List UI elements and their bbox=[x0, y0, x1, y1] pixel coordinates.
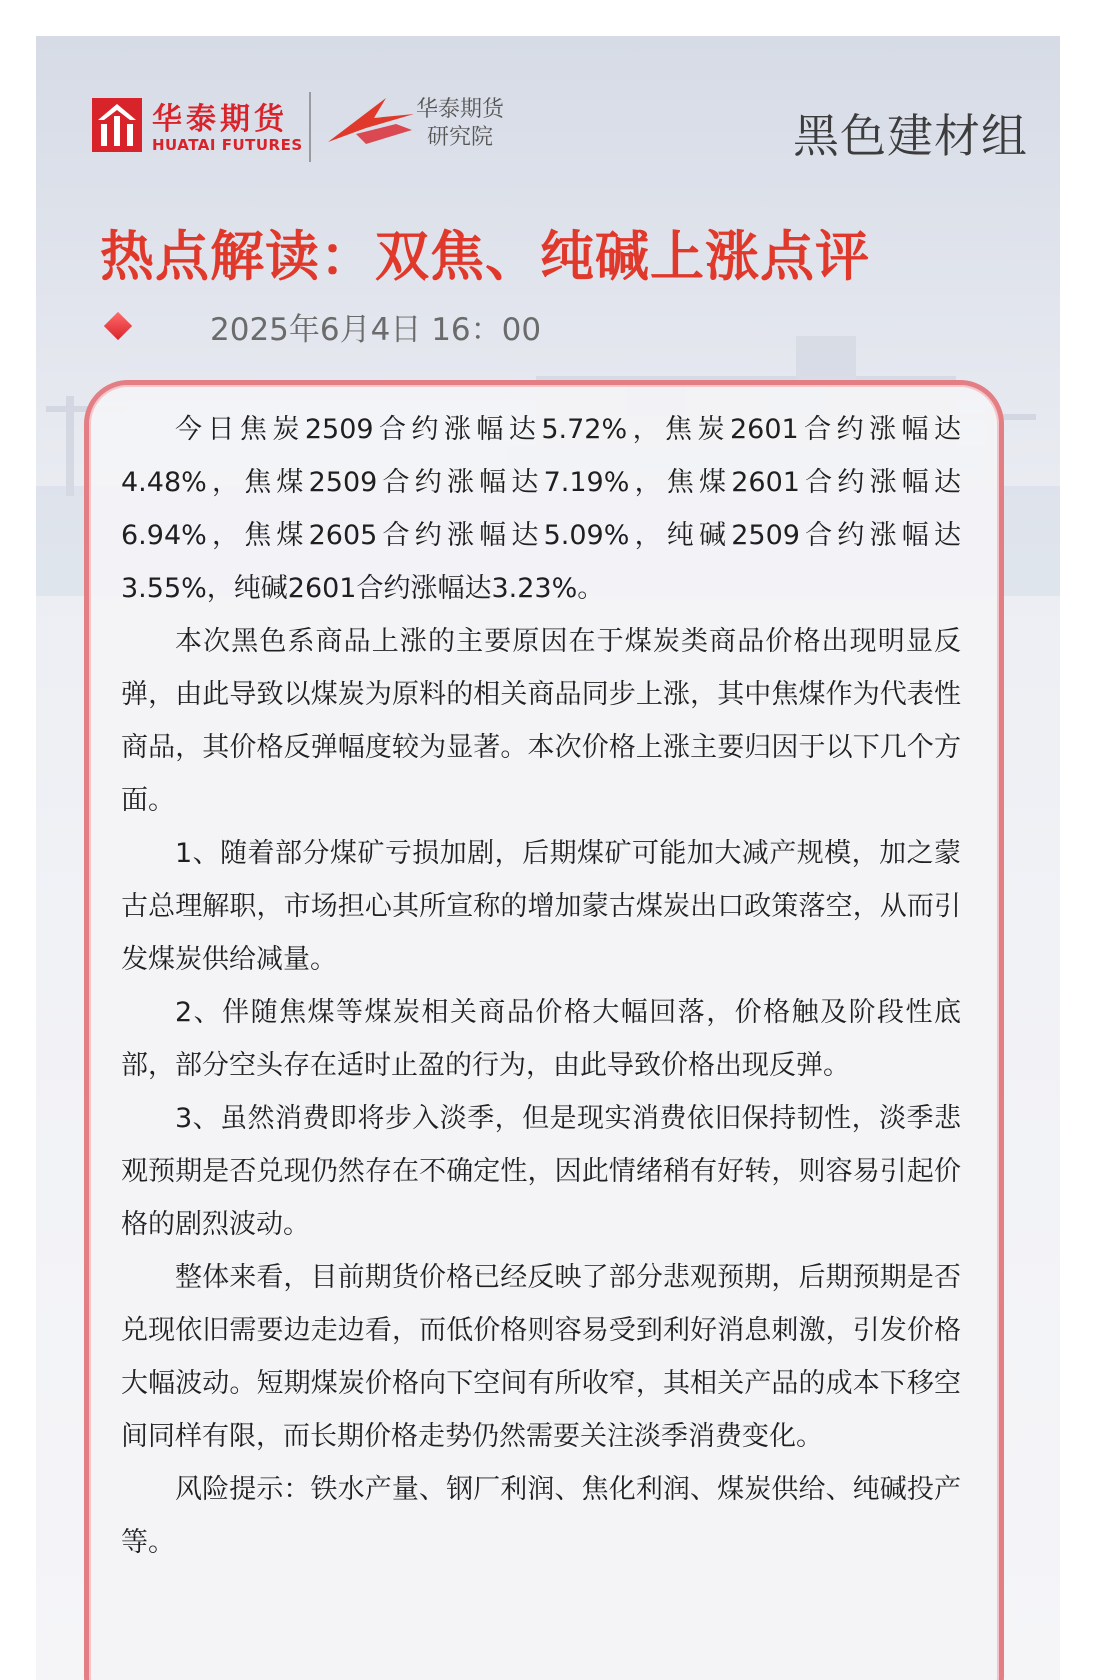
article-body bbox=[121, 403, 961, 1569]
logo-divider bbox=[309, 92, 311, 162]
publish-datetime: 2025年6月4日 16：00 bbox=[210, 312, 542, 348]
group-name: 黑色建材组 bbox=[793, 109, 1028, 163]
risk-notice: 风险提示：铁水产量、钢厂利润、焦化利润、煤炭供给、纯碱投产等。 bbox=[121, 1474, 961, 1558]
paragraph: 本次黑色系商品上涨的主要原因在于煤炭类商品价格出现明显反弹，由此导致以煤炭为原料的相关商品同步上涨，其中焦煤作为代表性商品，其价格反弹幅度较为显著。本次价格上涨主要归因于以下几个方面。 bbox=[121, 626, 961, 816]
report-poster bbox=[36, 36, 1060, 1680]
institute-wing-icon bbox=[326, 94, 416, 150]
brand-name-cn: 华泰期货 bbox=[152, 102, 288, 137]
paragraph: 1、随着部分煤矿亏损加剧，后期煤矿可能加大减产规模，加之蒙古总理解职，市场担心其所宣称的增加蒙古煤炭出口政策落空，从而引发煤炭供给减量。 bbox=[121, 838, 961, 975]
paragraph: 3、虽然消费即将步入淡季，但是现实消费依旧保持韧性，淡季悲观预期是否兑现仍然存在不确定性，因此情绪稍有好转，则容易引起价格的剧烈波动。 bbox=[121, 1103, 961, 1240]
paragraph: 今日焦炭2509合约涨幅达5.72%，焦炭2601合约涨幅达4.48%，焦煤2509合约涨幅达7.19%，焦煤2601合约涨幅达6.94%，焦煤2605合约涨幅达5.09%，纯碱2509合约涨幅达3.55%，纯碱2601合约涨幅达3.23%。 bbox=[121, 414, 961, 604]
header bbox=[36, 36, 1060, 206]
paragraph: 整体来看，目前期货价格已经反映了部分悲观预期，后期预期是否兑现依旧需要边走边看，而低价格则容易受到利好消息刺激，引发价格大幅波动。短期煤炭价格向下空间有所收窄，其相关产品的成本下移空间同样有限，而长期价格走势仍然需要关注淡季消费变化。 bbox=[121, 1262, 961, 1452]
content-card bbox=[84, 380, 1004, 1680]
paragraph: 2、伴随焦煤等煤炭相关商品价格大幅回落，价格触及阶段性底部，部分空头存在适时止盈的行为，由此导致价格出现反弹。 bbox=[121, 997, 961, 1081]
huatai-logo-icon bbox=[92, 98, 142, 152]
institute-name-line1: 华泰期货 bbox=[416, 97, 505, 122]
brand-name-en: HUATAI FUTURES bbox=[152, 136, 303, 154]
institute-name bbox=[416, 96, 504, 152]
institute-name-line2: 研究院 bbox=[427, 125, 494, 150]
article-title: 热点解读：双焦、纯碱上涨点评 bbox=[100, 225, 870, 288]
